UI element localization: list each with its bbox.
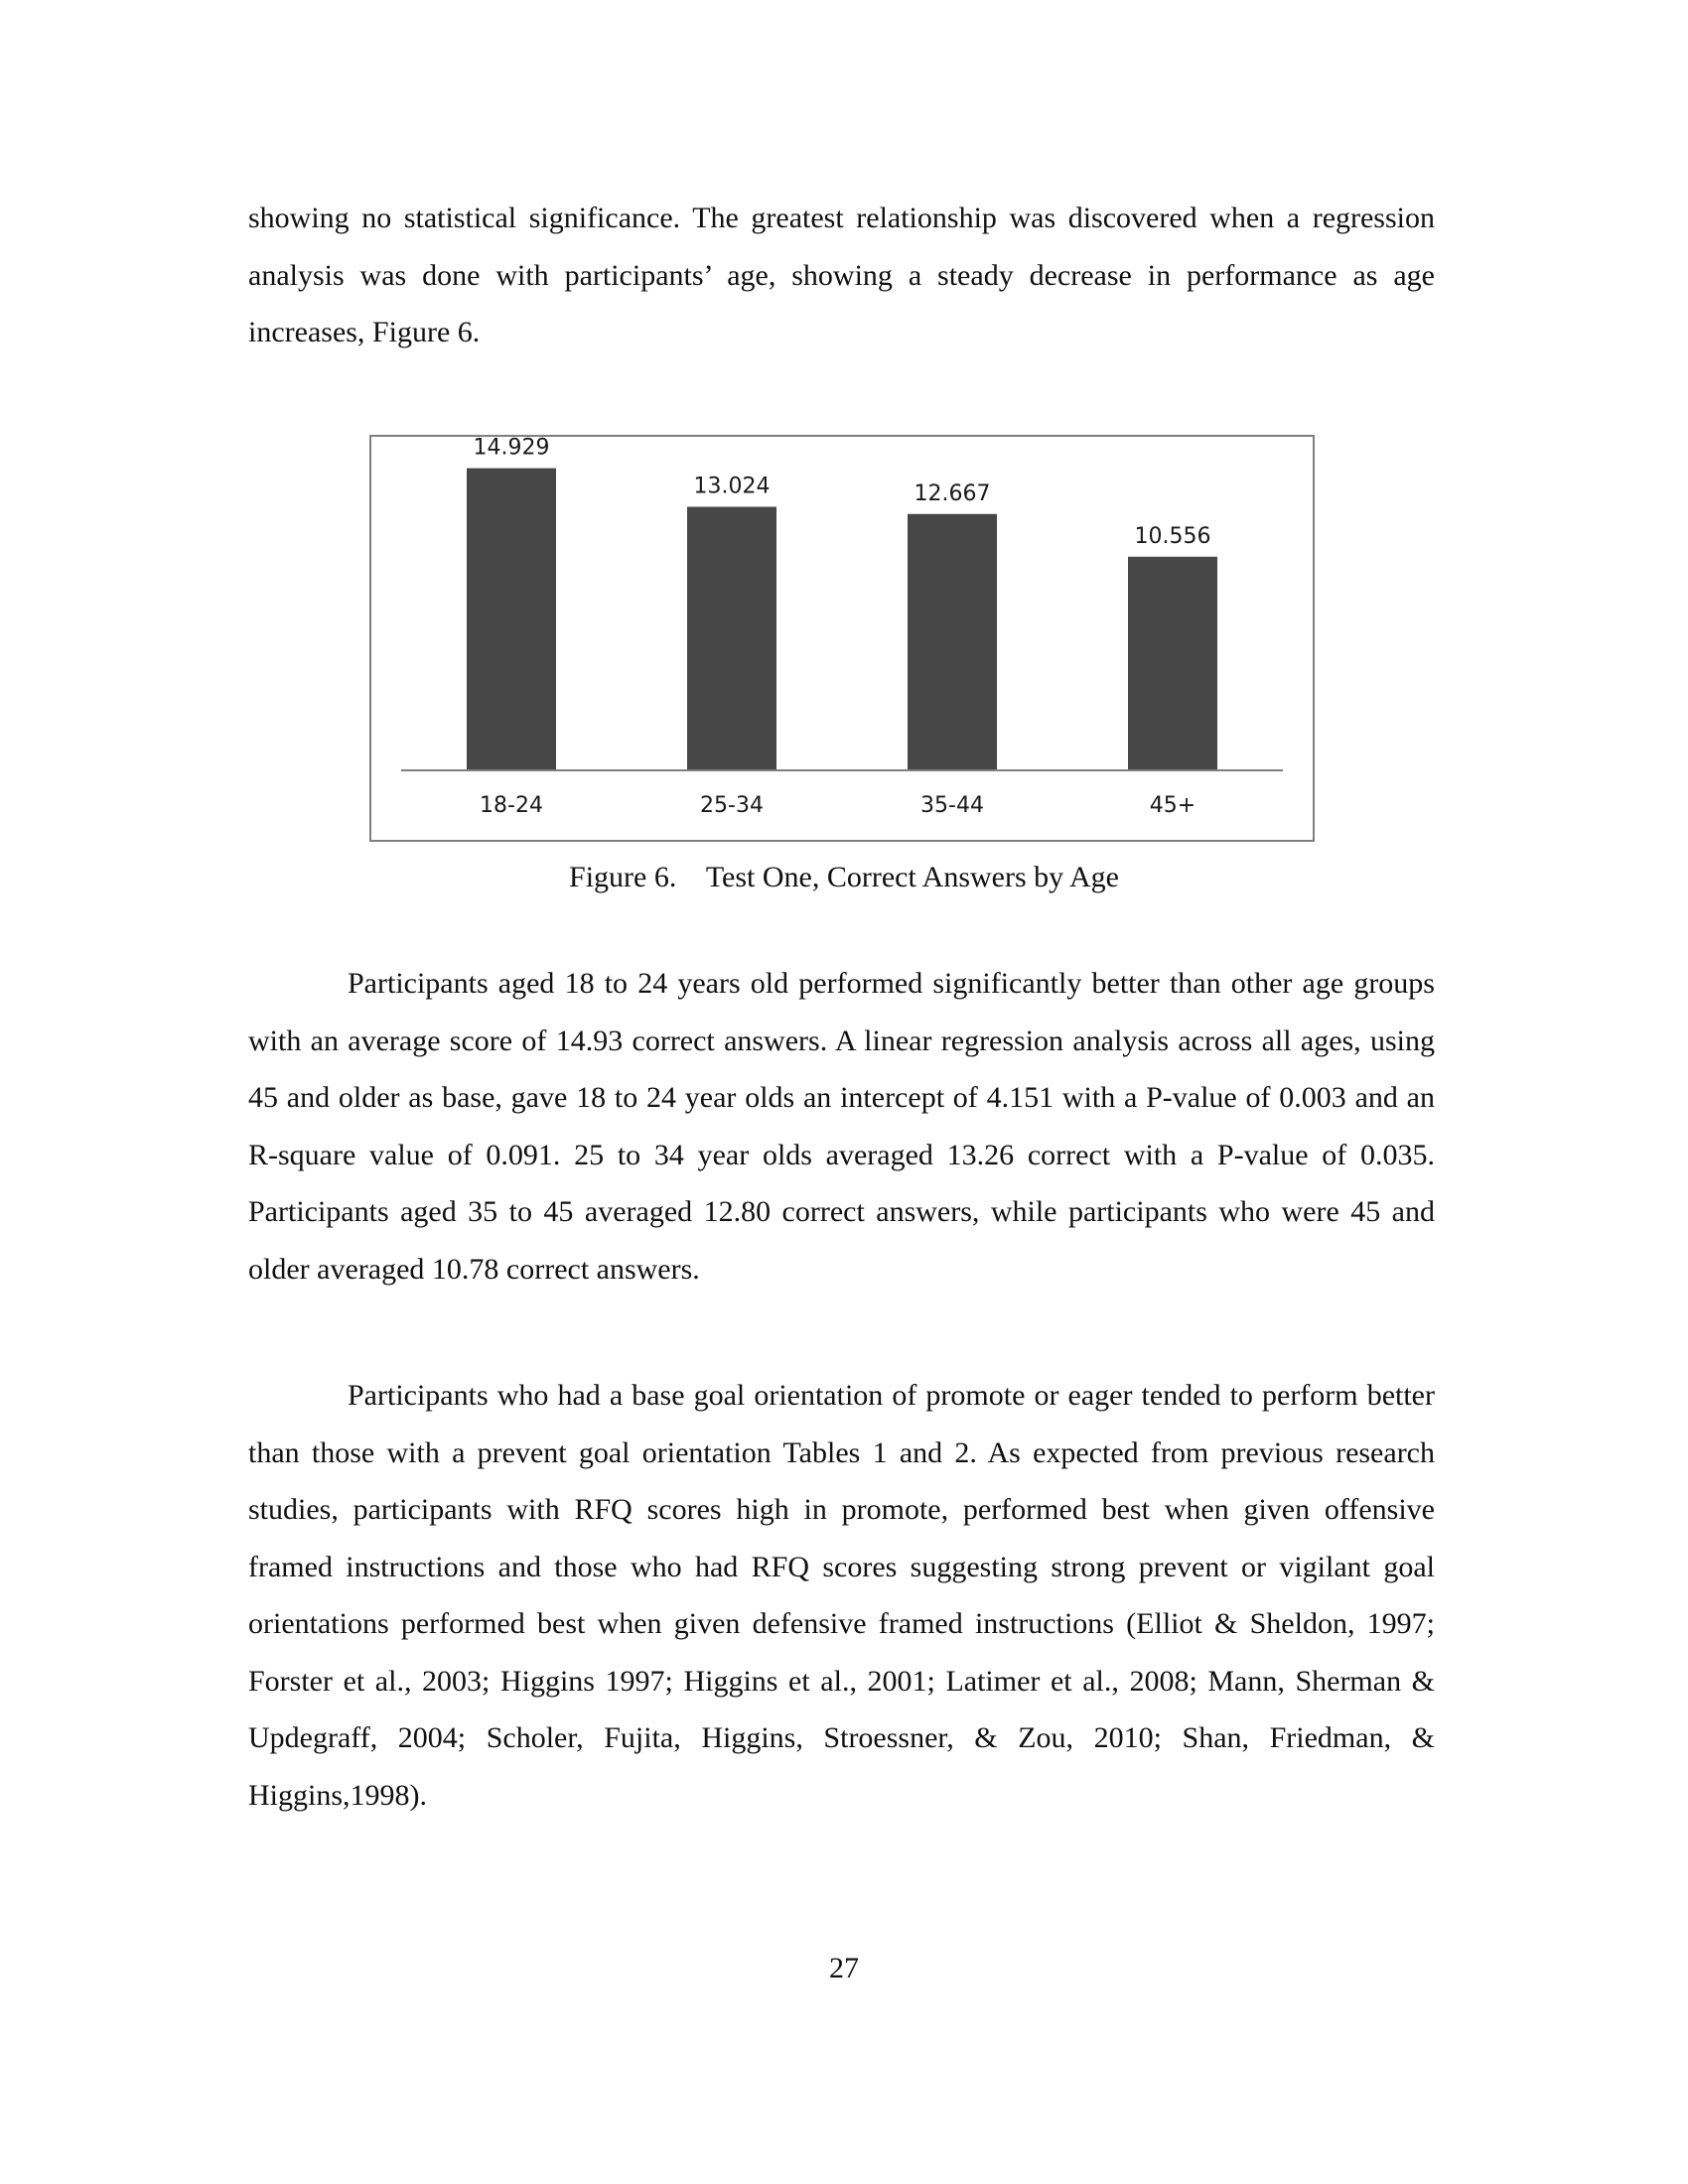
- category-label-18-24: 18-24: [480, 793, 543, 818]
- bar-18-24: [467, 469, 556, 770]
- figure-6-chart: [369, 435, 1315, 842]
- data-label-35-44: 12.667: [914, 480, 991, 506]
- page-number: 27: [829, 1952, 859, 1984]
- paragraph-goal-orientation: Participants who had a base goal orientation of promote or eager tended to perform better than those with a prevent goal orientation Tables 1 and 2. As expected from previous research studies, participants with RFQ scores high in promote, performed best when given offensive framed instructions and those who had RFQ scores suggesting strong prevent or vigilant goal orientations performed best when given defensive framed instructions (Elliot & Sheldon, 1997; Forster et al., 2003; Higgins 1997; Higgins et al., 2001; Latimer et al., 2008; Mann, Sherman & Updegraff, 2004; Scholer, Fujita, Higgins, Stroessner, & Zou, 2010; Shan, Friedman, & Higgins,1998).: [248, 1379, 1435, 1812]
- category-label-45+: 45+: [1149, 793, 1196, 818]
- paragraph-age-results: Participants aged 18 to 24 years old performed significantly better than other age groups with an average score of 14.93 correct answers. A linear regression analysis across all ages, using 45 and older as base, gave 18 to 24 year olds an intercept of 4.151 with a P-value of 0.003 and an R-square value of 0.091. 25 to 34 year olds averaged 13.26 correct with a P-value of 0.035. Participants aged 35 to 45 averaged 12.80 correct answers, while participants who were 45 and older averaged 10.78 correct answers.: [248, 967, 1435, 1286]
- bar-45+: [1128, 557, 1217, 770]
- category-label-35-44: 35-44: [920, 793, 984, 818]
- bar-25-34: [687, 506, 776, 770]
- category-label-25-34: 25-34: [700, 793, 764, 818]
- data-label-18-24: 14.929: [473, 437, 550, 461]
- data-label-25-34: 13.024: [693, 474, 771, 499]
- figure-caption: Figure 6. Test One, Correct Answers by Age: [569, 861, 1119, 893]
- paragraph-intro: showing no statistical significance. The greatest relationship was discovered when a regression analysis was done with participants’ age, showing a steady decrease in performance as age increases, Figure 6.: [248, 202, 1435, 348]
- bar-chart: [371, 437, 1313, 840]
- bar-35-44: [908, 514, 997, 770]
- data-label-45+: 10.556: [1134, 523, 1211, 549]
